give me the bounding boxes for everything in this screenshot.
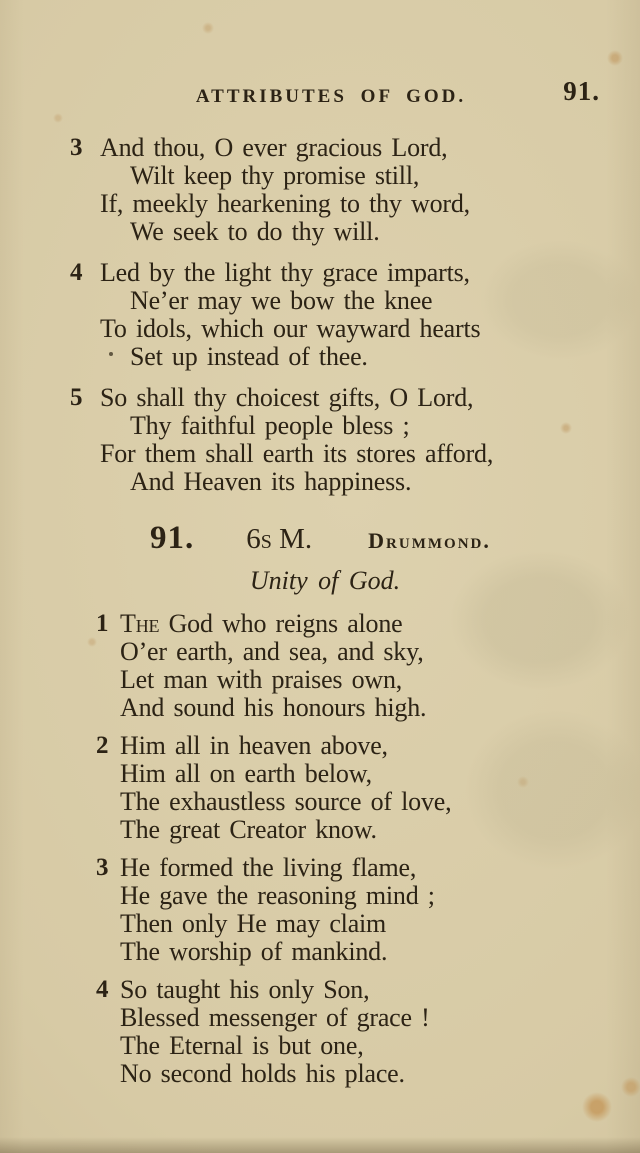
- verse-line: Set up instead of thee.: [130, 342, 368, 371]
- verse-line: And sound his honours high.: [120, 693, 427, 722]
- verse-3: [0, 134, 640, 246]
- verse-2: [0, 732, 640, 844]
- verse-line: No second holds his place.: [120, 1059, 405, 1088]
- verse-line: The worship of mankind.: [120, 937, 388, 966]
- verse-line: And Heaven its happiness.: [130, 467, 412, 496]
- hymn-number: 91.: [150, 520, 195, 556]
- hymn-title: Unity of God.: [249, 566, 401, 595]
- verse-number: 3: [96, 854, 109, 881]
- verse-line: So shall thy choicest gifts, O Lord,: [100, 383, 474, 412]
- verse-line: Thy faithful people bless ;: [130, 411, 410, 440]
- verse-line: The Eternal is but one,: [120, 1031, 364, 1060]
- verse-number: 4: [70, 259, 83, 286]
- verse-number: 1: [96, 610, 109, 637]
- hymn-91: [0, 520, 640, 1098]
- verse-line: The great Creator know.: [120, 815, 377, 844]
- verse-line: To idols, which our wayward hearts: [100, 314, 481, 343]
- verse-line: Him all on earth below,: [120, 759, 372, 788]
- verse-line: Let man with praises own,: [120, 665, 403, 694]
- verse-line: The exhaustless source of love,: [120, 787, 452, 816]
- verse-5: [0, 384, 640, 496]
- verse-line: We seek to do thy will.: [130, 217, 380, 246]
- verse-4: [0, 259, 640, 371]
- verse-line: O’er earth, and sea, and sky,: [120, 637, 424, 666]
- page-number: 91.: [563, 76, 600, 106]
- verse-line: So taught his only Son,: [120, 975, 370, 1004]
- verse-line: Led by the light thy grace imparts,: [100, 258, 470, 287]
- verse-line: Then only He may claim: [120, 909, 387, 938]
- verse-line: The God who reigns alone: [120, 609, 403, 638]
- hymn-continuation: [0, 134, 640, 509]
- hymn-tune-name: Drummond.: [368, 528, 491, 553]
- verse-line: Blessed messenger of grace !: [120, 1003, 430, 1032]
- verse-line: And thou, O ever gracious Lord,: [100, 133, 448, 162]
- verse-line: If, meekly hearkening to thy word,: [100, 189, 470, 218]
- verse-number: 2: [96, 732, 109, 759]
- hymn-verses: [0, 610, 640, 1088]
- hymn-heading: [150, 520, 640, 560]
- verse-line: Him all in heaven above,: [120, 731, 388, 760]
- verse-1: [0, 610, 640, 722]
- verse-4: [0, 976, 640, 1088]
- running-header: [0, 86, 640, 108]
- hymn-meter: 6s M.: [246, 523, 313, 555]
- verse-number: 3: [70, 134, 83, 161]
- ink-speck: [109, 352, 113, 356]
- verse-3: [0, 854, 640, 966]
- verse-line: Wilt keep thy promise still,: [130, 161, 420, 190]
- verse-line: He gave the reasoning mind ;: [120, 881, 435, 910]
- verse-line: Ne’er may we bow the knee: [130, 286, 433, 315]
- verse-number: 4: [96, 976, 109, 1003]
- verse-line: He formed the living flame,: [120, 853, 417, 882]
- section-title: ATTRIBUTES OF GOD.: [195, 86, 467, 107]
- verse-number: 5: [70, 384, 83, 411]
- verse-line: For them shall earth its stores afford,: [100, 439, 494, 468]
